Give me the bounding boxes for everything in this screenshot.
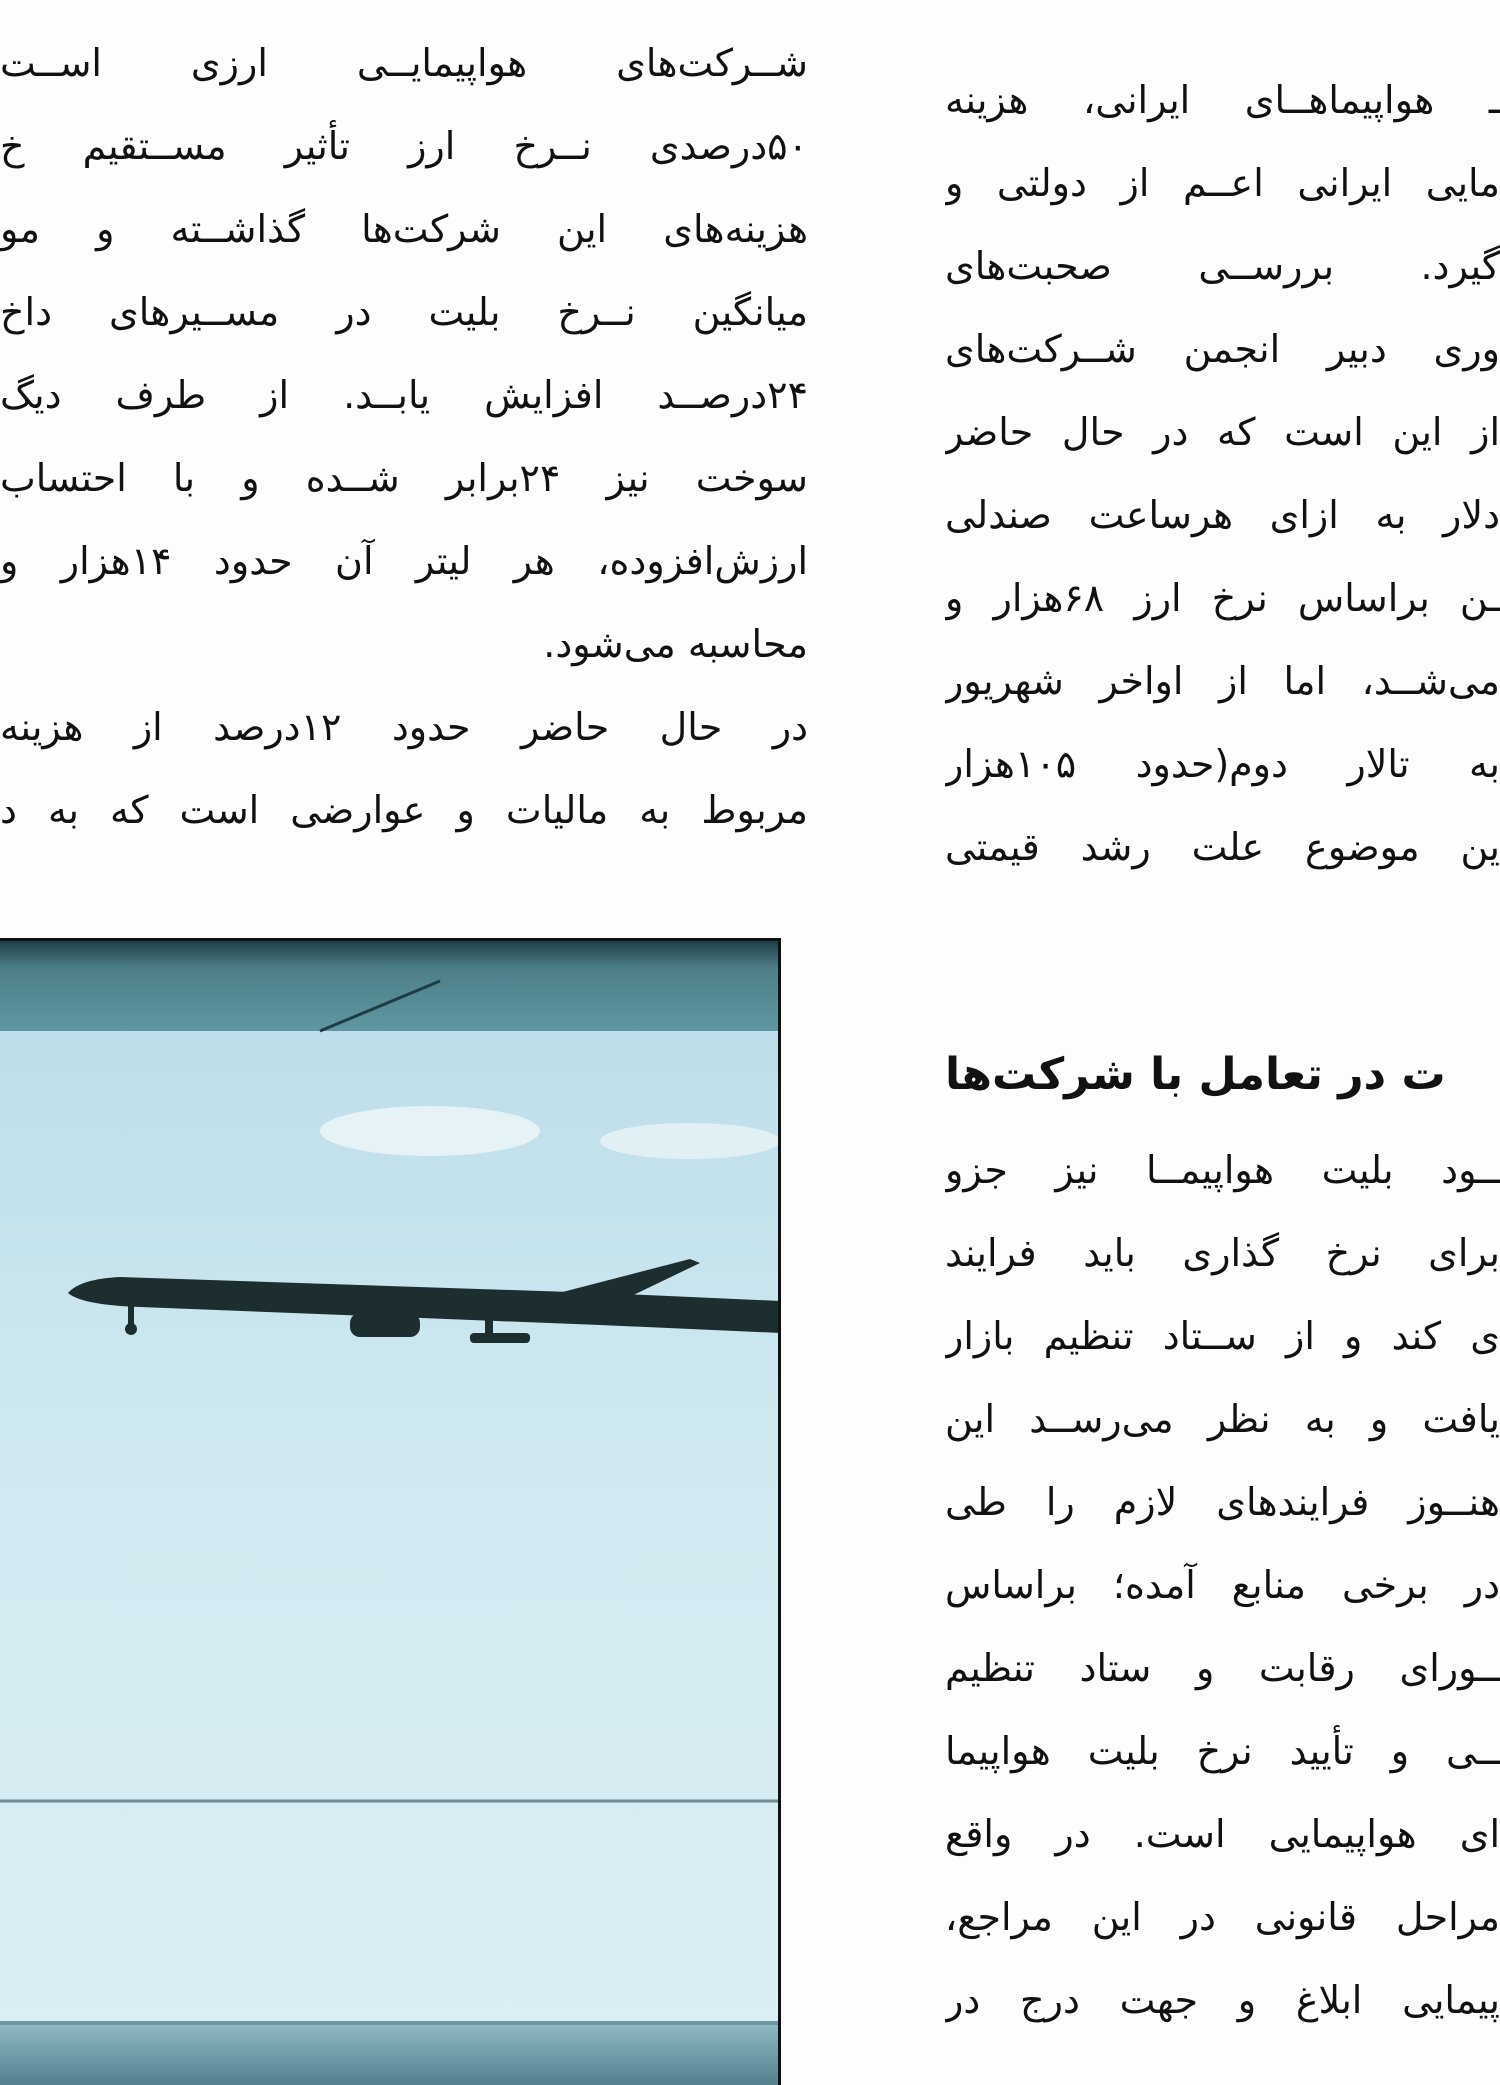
text-line: برای نرخ گذاری باید فرایند — [945, 1231, 1500, 1275]
text-line: ــود بلیت هواپیمــا نیز جزو — [945, 1148, 1500, 1192]
airplane-icon — [0, 941, 781, 2085]
text-line: سوخت نیز ۲۴برابر شــده و با احتساب — [0, 456, 808, 500]
text-line: پیمایی ابلاغ و جهت درج در — [945, 1978, 1500, 2022]
text-line: هنــوز فرایندهای لازم را طی — [945, 1480, 1500, 1524]
text-line: ی کند و از ســتاد تنظیم بازار — [945, 1314, 1500, 1358]
text-line: هزینه‌های این شرکت‌ها گذاشــته و مو — [0, 207, 808, 251]
text-line: مایی ایرانی اعــم از دولتی و — [945, 161, 1500, 205]
text-line: ـ هواپیماهــای ایرانی، هزینه — [945, 78, 1500, 122]
text-line: وری دبیر انجمن شــرکت‌های — [945, 327, 1500, 371]
text-line: یافت و به نظر می‌رســد این — [945, 1397, 1500, 1441]
text-line: مراحل قانونی در این مراجع، — [945, 1895, 1500, 1939]
text-line: ــورای رقابت و ستاد تنظیم — [945, 1646, 1500, 1690]
text-line: ین موضوع علت رشد قیمتی — [945, 825, 1500, 869]
text-line: شــرکت‌های هواپیمایــی ارزی اســت — [0, 41, 808, 85]
text-line: می‌شــد، اما از اواخر شهریور — [945, 659, 1500, 703]
section-heading: ت در تعامل با شرکت‌ها — [945, 1049, 1446, 1100]
airplane-photo — [0, 938, 781, 2085]
text-line: محاسبه می‌شود. — [543, 622, 808, 666]
text-line: میانگین نــرخ بلیت در مســیرهای داخ — [0, 290, 808, 334]
text-line: ۲۴درصــد افزایش یابــد. از طرف دیگ — [0, 373, 808, 417]
text-line: از این است که در حال حاضر — [945, 410, 1500, 454]
text-line: ای هواپیمایی است. در واقع — [945, 1812, 1500, 1856]
text-line: مربوط به مالیات و عوارضی است که به د — [0, 788, 808, 832]
text-line: گیرد. بررســی صحبت‌های — [945, 244, 1500, 288]
text-line: ــی و تأیید نرخ بلیت هواپیما — [945, 1729, 1500, 1773]
text-line: به تالار دوم(حدود ۱۰۵هزار — [945, 742, 1500, 786]
text-line: در حال حاضر حدود ۱۲درصد از هزینه‌ — [0, 705, 808, 749]
text-line: ۵۰درصدی نــرخ ارز تأثیر مســتقیم خ — [0, 124, 808, 168]
text-line: دلار به ازای هرساعت صندلی — [945, 493, 1500, 537]
text-line: ارزش‌افزوده، هر لیتر آن حدود ۱۴هزار و — [0, 539, 808, 583]
text-line: در برخی منابع آمده؛ براساس — [945, 1563, 1500, 1607]
text-line: ـن براساس نرخ ارز ۶۸هزار و — [945, 576, 1500, 620]
